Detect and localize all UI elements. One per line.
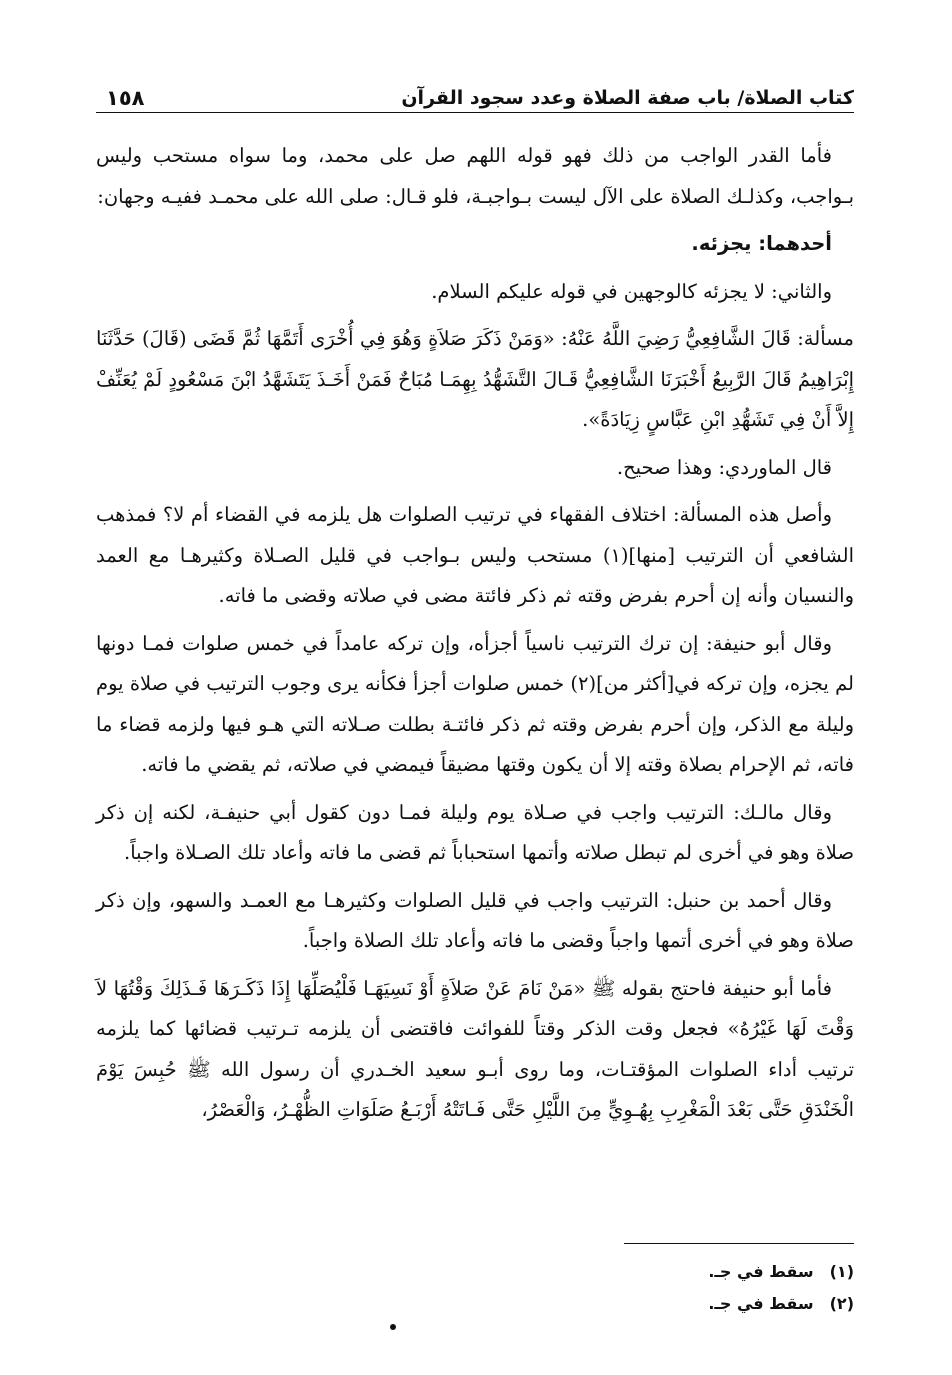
paragraph: فأما أبو حنيفة فاحتج بقوله ﷺ «مَنْ نَامَ عَنْ صَلاَةٍ أَوْ نَسِيَهَـا فَلْيُصَلِّهَا إِذَا ذَكَـرَهَا فَـذَلِكَ وَقْتُهَا لاَ وَقْتَ لَهَا غَيْرُهُ» فجعل وقت الذكر وقتاً للفوائت فاقتضى أن يلزمه تـرتيب قضائها كما يلزمه ترتيب أداء الصلوات المؤقتـات، وما روى أبـو سعيد الخـدري أن رسول الله ﷺ حُبِسَ يَوْمَ الْخَنْدَقِ حَتَّى بَعْدَ الْمَغْرِبِ بِهُـوِيٍّ مِنَ اللَّيْلِ حَتَّى فَـاتَتْهُ أَرْبَـعُ صَلَوَاتِ الظُّهْـرُ، وَالْعَصْرُ، (96, 976, 854, 1121)
page-number: ١٥٨ (106, 86, 145, 110)
body-text (96, 136, 854, 1138)
footnote-text: سقط في جـ. (708, 1294, 814, 1313)
paragraph: قال الماوردي: وهذا صحيح. (616, 455, 832, 479)
paragraph: وقال مالـك: الترتيب واجب في صـلاة يوم وليلة فمـا دون كقول أبي حنيفـة، لكنه إن ذكر صلاة وهو في أخرى لم تبطل صلاته وأتمها استحباباً ثم قضى ما فاته وأعاد تلك الصـلاة واجباً. (96, 800, 854, 864)
running-title: كتاب الصلاة/ باب صفة الصلاة وعدد سجود القرآن (401, 87, 854, 109)
paragraph: مسألة: قَالَ الشَّافِعِيُّ رَضِيَ اللَّهُ عَنْهُ: «وَمَنْ ذَكَرَ صَلاَةٍ وَهُوَ فِي أُخْرَى أَتَمَّهَا ثُمَّ قَضَى (قَالَ) حَدَّثَنَا إِبْرَاهِيمُ قَالَ الرَّبِيعُ أَخْبَرَنَا الشَّافِعِيُّ قَـالَ التَّشَهُّدُ بِهِمَـا مُبَاحٌ فَمَنْ أَخَـذَ يَتَشَهَّدُ ابْنَ مَسْعُودٍ لَمْ يُعَنِّفْ إِلاَّ أَنْ فِي تَشَهُّدِ ابْنِ عَبَّاسٍ زِيَادَةً». (96, 327, 854, 431)
footnote-marker: (٢) (829, 1294, 854, 1313)
footnote-marker: (١) (829, 1262, 854, 1281)
paragraph: والثاني: لا يجزئه كالوجهين في قوله عليكم السلام. (431, 279, 832, 303)
paragraph: وأصل هذه المسألة: اختلاف الفقهاء في ترتيب الصلوات هل يلزمه في القضاء أم لا؟ فمذهب الشافعي أن الترتيب [منها](١) مستحب وليس بـواجب في قليل الصـلاة وكثيرهـا مع العمد والنسيان وأنه إن أحرم بفرض وقته ثم ذكر فائتة مضى في صلاته وقضى ما فاته. (96, 503, 854, 607)
footnote-item (454, 1256, 854, 1288)
paragraph: وقال أبو حنيفة: إن ترك الترتيب ناسياً أجزأه، وإن تركه عامداً في خمس صلوات فمـا دونها لم يجزه، وإن تركه في[أكثر من](٢) خمس صلوات أجزأ فكأنه يرى وجوب الترتيب في صلاة يوم وليلة مع الذكر، وإن أحرم بفرض وقته ثم ذكر فائتـة بطلت صـلاته التي هـو فيها ولزمه قضاء ما فاته، ثم الإحرام بصلاة وقته إلا أن يكون وقتها مضيقاً فيمضي في صلاته، ثم يقضي ما فاته. (96, 631, 854, 776)
footnote-separator (624, 1243, 854, 1244)
footnote-item (454, 1288, 854, 1320)
running-header (96, 84, 854, 113)
paragraph: فأما القدر الواجب من ذلك فهو قوله اللهم صل على محمد، وما سواه مستحب وليس بـواجب، وكذلـك الصلاة على الآل ليست بـواجبـة، فلو قـال: صلى الله على محمـد ففيـه وجهان: (96, 144, 854, 208)
footnotes (454, 1256, 854, 1320)
paragraph: وقال أحمد بن حنبل: الترتيب واجب في قليل الصلوات وكثيرهـا مع العمـد والسهو، وإن ذكر صلاة وهو في أخرى أتمها واجباً وقضى ما فاته وأعاد تلك الصلاة واجباً. (96, 888, 854, 952)
footnote-text: سقط في جـ. (708, 1262, 814, 1281)
paragraph: أحدهما: يجزئه. (691, 232, 832, 255)
print-mark-dot (390, 1324, 396, 1330)
